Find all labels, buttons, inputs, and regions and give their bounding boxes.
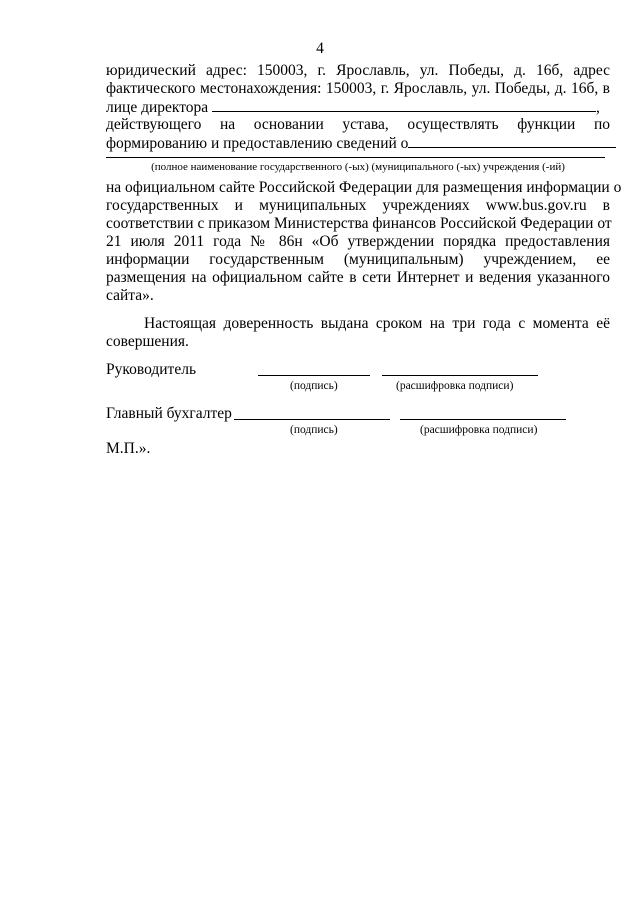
para2-line3: соответствии с приказом Министерства финансов Российской Федерации от bbox=[106, 215, 612, 232]
accountant-signature-caption: (подпись) bbox=[290, 424, 338, 436]
para2-line4: 21 июля 2011 года № 86н «Об утверждении порядка предоставления bbox=[106, 233, 610, 250]
para2-line2: государственных и муниципальных учреждениях www.bus.gov.ru в bbox=[106, 197, 610, 214]
info-about-label: формированию и предоставлению сведений о bbox=[106, 135, 409, 152]
fullname-caption: (полное наименование государственного (-ых) (муниципального (-ых) учреждения (-ий) bbox=[151, 161, 565, 173]
director-comma: , bbox=[596, 99, 600, 116]
para1-line1: юридический адрес: 150003, г. Ярославль, ул. Победы, д. 16б, адрес bbox=[106, 62, 610, 79]
director-name-blank bbox=[212, 98, 596, 112]
para2-line6: размещения на официальном сайте в сети Интернет и ведения указанного bbox=[106, 269, 610, 286]
para1-line4: действующего на основании устава, осуществлять функции по bbox=[106, 116, 610, 133]
page-number: 4 bbox=[316, 40, 324, 57]
head-label: Руководитель bbox=[106, 361, 197, 378]
para1-line5 bbox=[106, 134, 610, 153]
accountant-decode-line bbox=[400, 419, 566, 420]
para3-line1: Настоящая доверенность выдана сроком на три года с момента её bbox=[144, 315, 610, 332]
accountant-label: Главный бухгалтер bbox=[106, 405, 232, 422]
head-signature-caption: (подпись) bbox=[290, 380, 338, 392]
stamp-mark: М.П.». bbox=[106, 440, 151, 457]
info-about-blank bbox=[408, 134, 616, 148]
fullname-line bbox=[106, 157, 605, 158]
para2-line7: сайта». bbox=[106, 287, 154, 304]
para1-line3 bbox=[106, 98, 610, 117]
para2-line1: на официальном сайте Российской Федерации для размещения информации о bbox=[106, 179, 622, 196]
accountant-signature-line bbox=[234, 419, 390, 420]
head-decode-line bbox=[382, 375, 538, 376]
para1-line2: фактического местонахождения: 150003, г. Ярославль, ул. Победы, д. 16б, в bbox=[106, 80, 610, 97]
para2-line5: информации государственным (муниципальным) учреждением, ее bbox=[106, 251, 610, 268]
para3-line2: совершения. bbox=[106, 333, 189, 350]
director-label: лице директора bbox=[106, 99, 209, 116]
head-decode-caption: (расшифровка подписи) bbox=[396, 380, 514, 392]
accountant-decode-caption: (расшифровка подписи) bbox=[420, 424, 538, 436]
head-signature-line bbox=[258, 375, 370, 376]
